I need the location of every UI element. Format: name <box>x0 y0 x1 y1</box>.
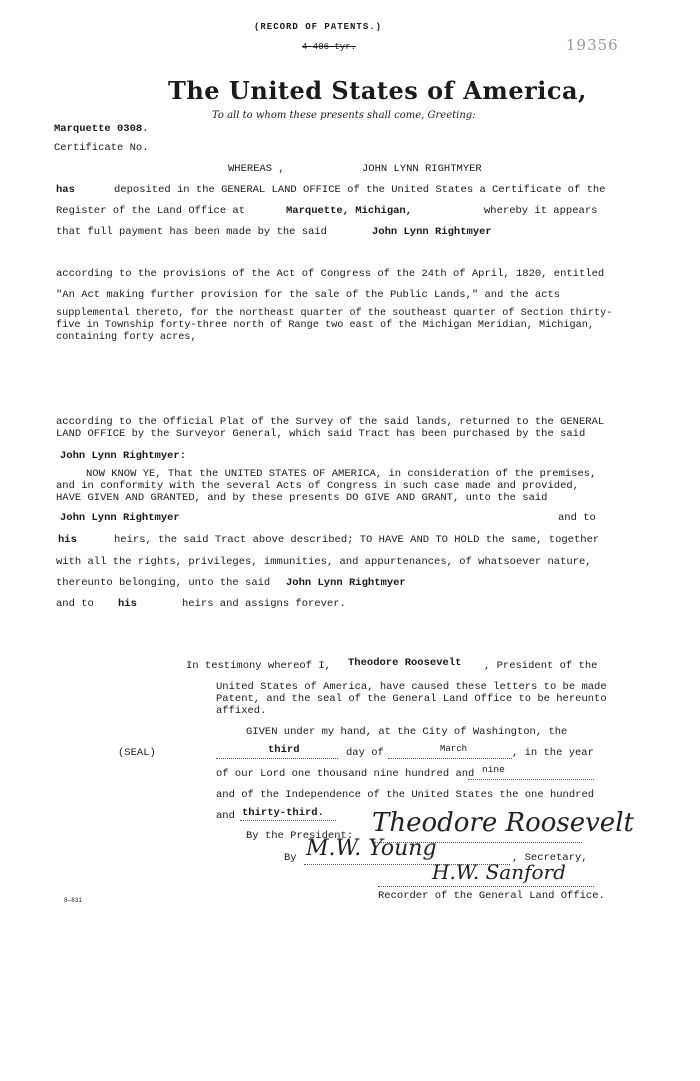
seal-label: (SEAL) <box>118 747 156 759</box>
by-president-label: By the President: <box>246 830 354 842</box>
his-word: his <box>58 534 77 546</box>
testimony-line-4: affixed. <box>216 705 267 717</box>
his-word-2: his <box>118 598 137 610</box>
independence-year: thirty-third. <box>242 807 324 819</box>
deposit-line: deposited in the GENERAL LAND OFFICE of the United States a Certificate of the <box>114 184 606 196</box>
act-line-2: "An Act making further provision for the sale of the Public Lands," and the acts <box>56 289 561 301</box>
land-office: Marquette, Michigan, <box>286 205 413 217</box>
know-line-3: HAVE GIVEN AND GRANTED, and by these presents DO GIVE AND GRANT, unto the said <box>56 492 548 504</box>
holder-name: John Lynn Rightmyer <box>286 577 406 589</box>
record-label: (RECORD OF PATENTS.) <box>254 22 383 32</box>
office-ref: Marquette 0308. <box>54 123 149 135</box>
know-line-2: and in conformity with the several Acts of Congress in such case made and provided, <box>56 480 579 492</box>
president-name: Theodore Roosevelt <box>348 657 462 669</box>
form-number: 8—831 <box>64 897 83 904</box>
and-to-label: and to <box>558 512 596 524</box>
year-value: nine <box>482 764 505 775</box>
given-line: GIVEN under my hand, at the City of Washington, the <box>246 726 568 738</box>
tract-line-2: five in Township forty-three north of Range two east of the Michigan Meridian, Michigan, <box>56 320 594 331</box>
tract-line-3: containing forty acres, <box>56 332 197 343</box>
register-line: Register of the Land Office at <box>56 205 246 217</box>
form-code: 4-406-tyr. <box>302 42 357 52</box>
and-label: and <box>216 810 235 822</box>
plat-line-2: LAND OFFICE by the Surveyor General, which said Tract has been purchased by the said <box>56 428 586 440</box>
payment-line: that full payment has been made by the said <box>56 226 327 238</box>
lord-line: of our Lord one thousand nine hundred and <box>216 768 475 780</box>
in-the-year: , in the year <box>512 747 594 759</box>
independence-line: and of the Independence of the United States the one hundred <box>216 789 595 801</box>
month-blank <box>388 758 512 759</box>
grantee-name: John Lynn Rightmyer <box>60 512 180 524</box>
know-line-1: NOW KNOW YE, That the UNITED STATES OF AMERICA, in consideration of the premises, <box>86 468 597 480</box>
testimony-line-2: United States of America, have caused these letters to be made <box>216 681 607 693</box>
act-line-1: according to the provisions of the Act of Congress of the 24th of April, 1820, entitled <box>56 268 605 280</box>
day-of-label: day of <box>346 747 384 759</box>
recorder-label: Recorder of the General Land Office. <box>378 890 605 902</box>
secretary-signature: M.W. Young <box>306 836 437 861</box>
heirs-line: heirs, the said Tract above described; TO HAVE AND TO HOLD the same, together <box>114 534 600 546</box>
president-signature: Theodore Roosevelt <box>372 808 634 838</box>
purchaser-name: John Lynn Rightmyer: <box>60 450 187 462</box>
president-of: , President of the <box>484 660 598 672</box>
secretary-label: , Secretary, <box>512 852 588 864</box>
and-to-label-2: and to <box>56 598 94 610</box>
tract-line-1: supplemental thereto, for the northeast quarter of the southeast quarter of Section thirty- <box>56 308 613 319</box>
recorder-sig-line <box>378 886 594 887</box>
belonging-line: thereunto belonging, unto the said <box>56 577 271 589</box>
month-value: March <box>440 744 468 754</box>
testimony-intro: In testimony whereof I, <box>186 660 331 672</box>
whereas-label: WHEREAS , <box>228 163 285 175</box>
indep-year-blank <box>240 820 336 821</box>
patentee-caps: JOHN LYNN RIGHTMYER <box>362 163 482 175</box>
certificate-number-label: Certificate No. <box>54 142 149 154</box>
patentee-name: John Lynn Rightmyer <box>372 226 492 238</box>
recorder-signature: H.W. Sanford <box>432 860 566 884</box>
assigns-line: heirs and assigns forever. <box>182 598 346 610</box>
has-word: has <box>56 184 75 196</box>
day-value: third <box>268 744 300 756</box>
stamp-number: 19356 <box>566 36 619 54</box>
day-blank <box>216 758 338 759</box>
rights-line: with all the rights, privileges, immunities, and appurtenances, of whatsoever nature, <box>56 556 592 568</box>
by-label: By <box>284 852 297 864</box>
year-blank <box>468 779 594 780</box>
whereby-line: whereby it appears <box>484 205 598 217</box>
plat-line-1: according to the Official Plat of the Survey of the said lands, returned to the GENERAL <box>56 416 605 428</box>
greeting: To all to whom these presents shall come, Greeting: <box>212 110 476 121</box>
testimony-line-3: Patent, and the seal of the General Land Office to be hereunto <box>216 693 607 705</box>
document-title: The United States of America, <box>168 76 587 105</box>
